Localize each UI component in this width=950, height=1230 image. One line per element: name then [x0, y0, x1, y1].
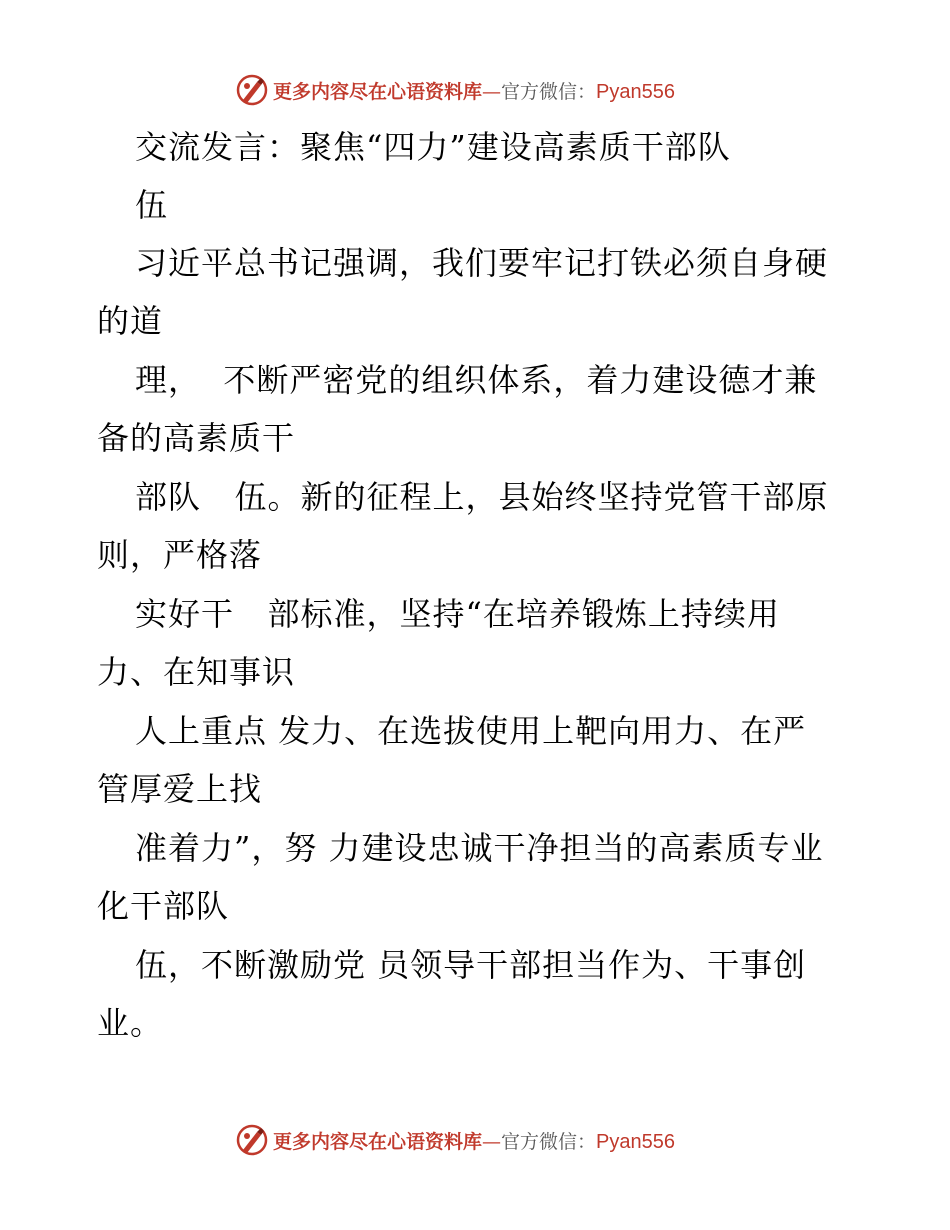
document-title-line-1: 交流发言：聚焦“四力”建设高素质干部队 — [135, 128, 731, 166]
pen-logo-icon — [235, 1123, 269, 1157]
paragraph-line: 则，严格落 — [97, 536, 263, 574]
watermark-wechat-label: 官方微信： — [501, 1130, 597, 1153]
watermark-brand: 更多内容尽在心语资料库 — [273, 80, 483, 103]
paragraph-line: 实好干 部标准，坚持“在培养锻炼上持续用 — [135, 595, 780, 633]
watermark-separator: — — [482, 80, 502, 103]
document-title-line-2: 伍 — [135, 186, 169, 224]
watermark-text — [273, 1127, 675, 1154]
paragraph-line: 管厚爱上找 — [97, 770, 263, 808]
watermark-separator: — — [482, 1130, 502, 1153]
paragraph-line: 化干部队 — [97, 887, 230, 925]
paragraph-line: 的道 — [97, 302, 164, 340]
paragraph-line: 备的高素质干 — [97, 419, 296, 457]
paragraph-line: 理， 不断严密党的组织体系，着力建设德才兼 — [135, 361, 818, 399]
paragraph-line: 伍，不断激励党 员领导干部担当作为、干事创 — [135, 946, 807, 984]
paragraph-line: 力、在知事识 — [97, 653, 296, 691]
watermark-account: Pyan556 — [596, 1130, 675, 1153]
paragraph-line: 部队 伍。新的征程上，县始终坚持党管干部原 — [135, 478, 829, 516]
watermark-banner-bottom — [235, 1122, 675, 1158]
watermark-brand: 更多内容尽在心语资料库 — [273, 1130, 483, 1153]
watermark-wechat-label: 官方微信： — [501, 80, 597, 103]
watermark-account: Pyan556 — [596, 80, 675, 103]
paragraph-line: 习近平总书记强调，我们要牢记打铁必须自身硬 — [135, 244, 829, 282]
pen-logo-icon — [235, 73, 269, 107]
paragraph-line: 业。 — [97, 1004, 164, 1042]
paragraph-line: 准着力”，努 力建设忠诚干净担当的高素质专业 — [135, 829, 824, 867]
paragraph-line: 人上重点 发力、在选拔使用上靶向用力、在严 — [135, 712, 807, 750]
watermark-banner-top — [235, 72, 675, 108]
watermark-text — [273, 77, 675, 104]
